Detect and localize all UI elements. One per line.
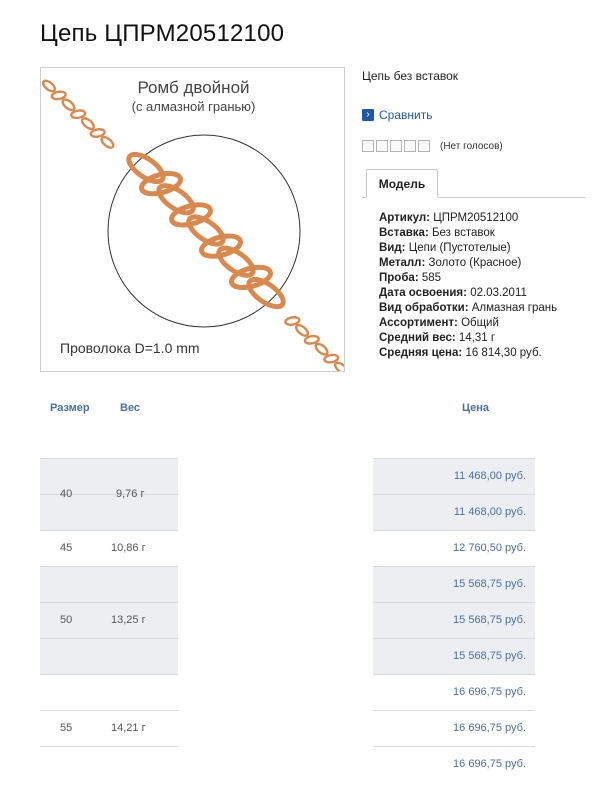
tab-model[interactable]: Модель [366, 169, 438, 198]
rating-star-icon[interactable] [418, 140, 430, 152]
spec-row [379, 226, 557, 241]
spec-label: Средняя цена: [379, 347, 463, 359]
rating-star-icon[interactable] [404, 140, 416, 152]
rating-widget[interactable] [362, 140, 503, 152]
weight-cell: 10,86 г [111, 542, 146, 554]
size-cell: 55 [60, 722, 73, 734]
product-image[interactable] [40, 67, 345, 372]
spec-value: Золото (Красное) [428, 257, 522, 269]
spec-value: Общий [461, 317, 499, 329]
votes-count: (Нет голосов) [440, 140, 503, 152]
chain-link [294, 323, 309, 338]
spec-row [379, 211, 557, 226]
spec-label: Артикул: [379, 212, 431, 224]
header-size: Размер [50, 402, 90, 414]
spec-row [379, 301, 557, 316]
spec-row [379, 346, 557, 361]
rating-star-icon[interactable] [390, 140, 402, 152]
image-caption-weave: Ромб двойной [137, 78, 250, 97]
price-cell: 16 696,75 руб. [453, 686, 526, 698]
image-caption-finish: (с алмазной гранью) [131, 99, 256, 114]
spec-row [379, 271, 557, 286]
compare-link[interactable]: Сравнить [379, 108, 433, 122]
spec-list [379, 211, 557, 361]
weight-cell: 13,25 г [111, 614, 146, 626]
chain-link [80, 116, 95, 131]
price-cell: 12 760,50 руб. [453, 542, 526, 554]
price-cell: 11 468,00 руб. [453, 506, 526, 518]
spec-row [379, 316, 557, 331]
size-cell: 45 [60, 542, 73, 554]
price-cell: 15 568,75 руб. [453, 650, 526, 662]
spec-label: Металл: [379, 257, 426, 269]
price-cell: 15 568,75 руб. [453, 578, 526, 590]
spec-value: Алмазная грань [471, 302, 558, 314]
chain-link [100, 135, 115, 150]
image-caption-wire: Проволока D=1.0 mm [60, 340, 200, 356]
size-cell: 40 [60, 488, 73, 500]
spec-label: Средний вес: [379, 332, 456, 344]
header-weight: Вес [120, 402, 141, 414]
spec-value: 585 [421, 272, 442, 284]
weight-cell: 14,21 г [111, 722, 146, 734]
chevron-right-icon[interactable]: › [362, 109, 374, 121]
spec-label: Ассортимент: [379, 317, 458, 329]
spec-value: 14,31 г [458, 332, 496, 344]
spec-row [379, 331, 557, 346]
size-cell: 50 [60, 614, 73, 626]
rating-star-icon[interactable] [362, 140, 374, 152]
spec-label: Вставка: [379, 227, 429, 239]
weight-cell: 9,76 г [116, 488, 145, 500]
price-cell: 16 696,75 руб. [453, 722, 526, 734]
spec-value: 16 814,30 руб. [465, 347, 542, 359]
product-subtitle: Цепь без вставок [362, 69, 459, 83]
price-table [40, 392, 600, 794]
spec-label: Проба: [379, 272, 419, 284]
spec-value: 02.03.2011 [470, 287, 527, 299]
product-title: Цепь ЦПРМ20512100 [40, 20, 285, 47]
header-price: Цена [462, 402, 490, 414]
spec-label: Вид обработки: [379, 302, 469, 314]
spec-label: Вид: [379, 242, 406, 254]
spec-value: Цепи (Пустотелые) [408, 242, 511, 254]
magnifier-circle [108, 135, 300, 327]
spec-row [379, 256, 557, 271]
spec-value: ЦПРМ20512100 [433, 212, 519, 224]
spec-value: Без вставок [431, 227, 495, 239]
price-cell: 11 468,00 руб. [453, 470, 526, 482]
price-cell: 16 696,75 руб. [453, 758, 526, 770]
chain-link [333, 361, 345, 372]
spec-row [379, 286, 557, 301]
compare-control[interactable] [362, 108, 432, 122]
rating-star-icon[interactable] [376, 140, 388, 152]
cropped-region [178, 392, 373, 794]
price-cell: 15 568,75 руб. [453, 614, 526, 626]
chain-link [314, 342, 329, 357]
spec-row [379, 241, 557, 256]
spec-label: Дата освоения: [379, 287, 467, 299]
